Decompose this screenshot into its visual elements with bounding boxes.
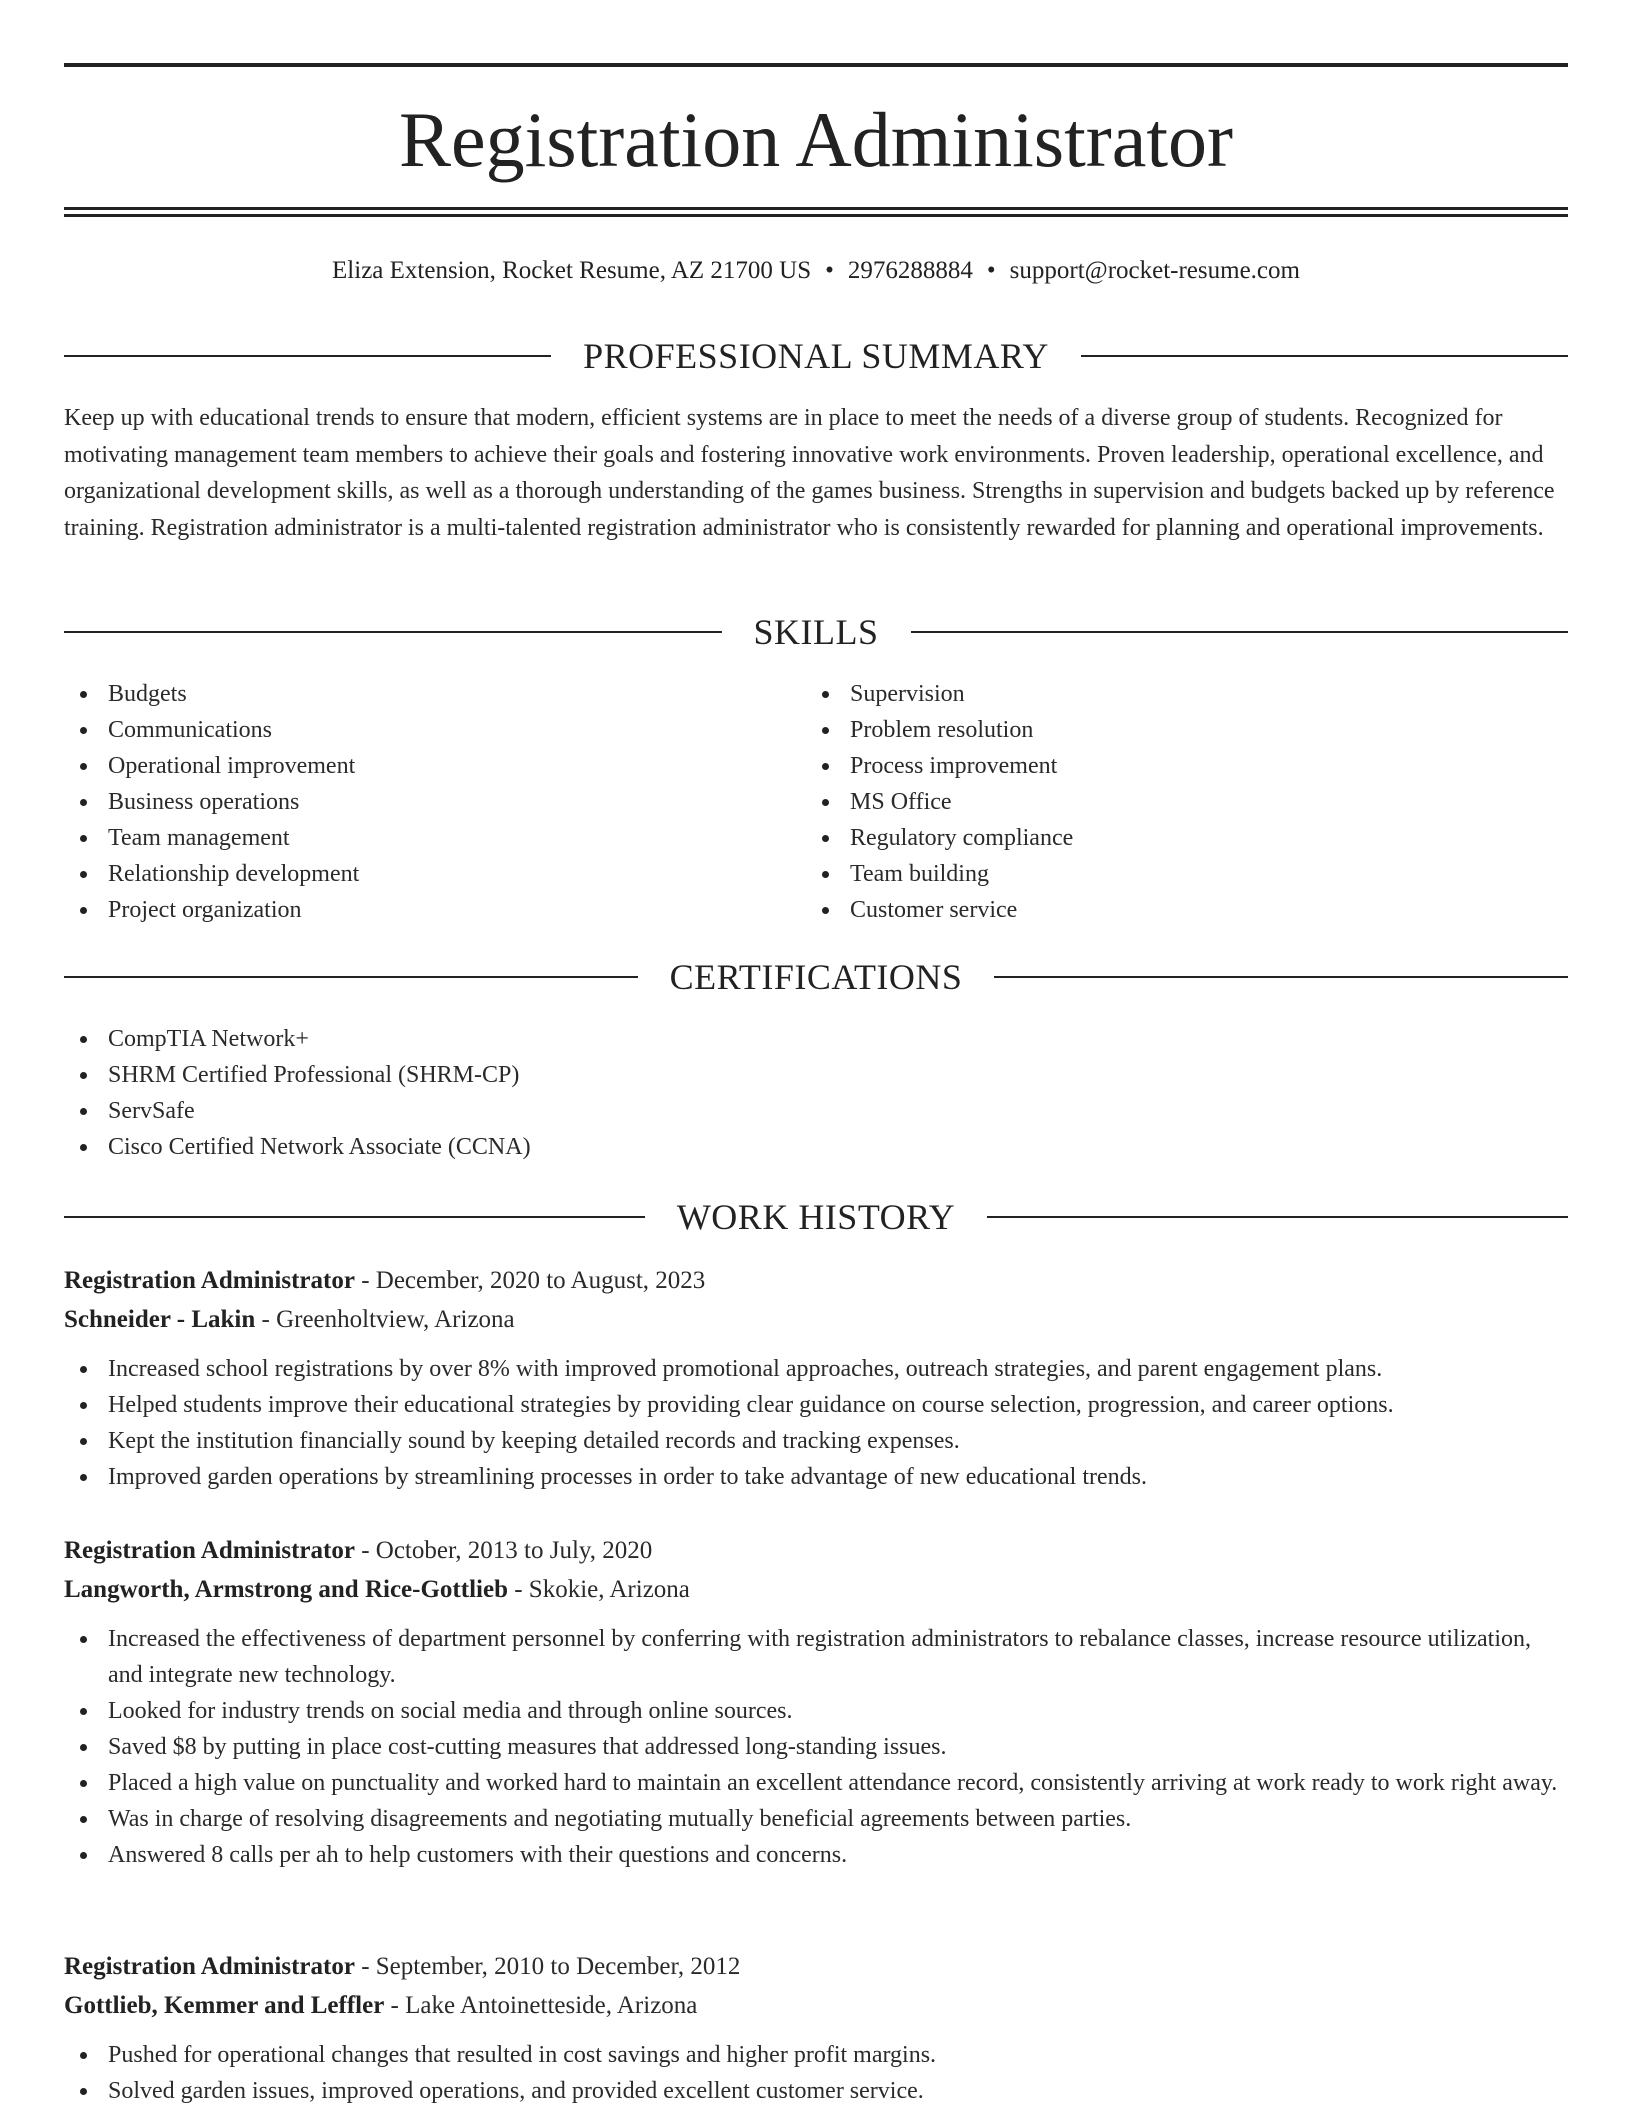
skill-item: Supervision <box>806 676 1506 712</box>
job-company: Gottlieb, Kemmer and Leffler <box>64 1992 385 2019</box>
contact-email[interactable]: support@rocket-resume.com <box>1009 257 1300 284</box>
summary-heading <box>64 334 1568 378</box>
job-bullet: Saved $8 by putting in place cost-cutting measures that addressed long-standing issues. <box>64 1729 1568 1765</box>
certification-item: CompTIA Network+ <box>64 1021 1568 1057</box>
skill-item: MS Office <box>806 784 1506 820</box>
job-company-line <box>64 1986 1568 2025</box>
job-bullet: Helped students improve their educational strategies by providing clear guidance on course selection, progression, and career options. <box>64 1387 1568 1423</box>
skill-item: Operational improvement <box>64 748 764 784</box>
job-company: Schneider - Lakin <box>64 1306 256 1333</box>
contact-separator: • <box>986 257 996 284</box>
certification-item: Cisco Certified Network Associate (CCNA) <box>64 1129 1568 1165</box>
job-title-line <box>64 1261 1568 1300</box>
job-bullet: Kept the institution financially sound by keeping detailed records and tracking expenses. <box>64 1423 1568 1459</box>
skill-item: Process improvement <box>806 748 1506 784</box>
job-bullets <box>64 1621 1568 1873</box>
skill-item: Relationship development <box>64 856 764 892</box>
certification-item: ServSafe <box>64 1093 1568 1129</box>
contact-address: Eliza Extension, Rocket Resume, AZ 21700 US <box>332 257 812 284</box>
skill-item: Team building <box>806 856 1506 892</box>
job-dates: - October, 2013 to July, 2020 <box>354 1537 653 1564</box>
name-double-rule <box>64 207 1568 217</box>
work-history-heading <box>64 1195 1568 1239</box>
heading-rule <box>1081 355 1568 357</box>
skill-item: Communications <box>64 712 764 748</box>
certifications-list-wrap <box>64 1021 1568 1165</box>
heading-rule <box>64 355 551 357</box>
job-bullet: Improved garden operations by streamlining processes in order to take advantage of new educational trends. <box>64 1459 1568 1495</box>
job-location: - Lake Antoinetteside, Arizona <box>384 1992 698 2019</box>
job-dates: - September, 2010 to December, 2012 <box>354 1953 741 1980</box>
contact-line <box>64 254 1568 288</box>
skill-item: Regulatory compliance <box>806 820 1506 856</box>
job-bullet: Answered 8 calls per ah to help customers with their questions and concerns. <box>64 1837 1568 1873</box>
job-bullet: Increased school registrations by over 8% with improved promotional approaches, outreach strategies, and parent engagement plans. <box>64 1351 1568 1387</box>
skill-item: Customer service <box>806 892 1506 928</box>
job-company: Langworth, Armstrong and Rice-Gottlieb <box>64 1576 508 1603</box>
skill-item: Business operations <box>64 784 764 820</box>
job-title: Registration Administrator <box>64 1267 355 1294</box>
skill-item: Problem resolution <box>806 712 1506 748</box>
summary-text: Keep up with educational trends to ensure that modern, efficient systems are in place to meet the needs of a diverse group of students. Recognized for motivating management team members to achieve their goals and fostering innovative work environments. Proven leadership, operational excellence, and organizational development skills, as well as a thorough understanding of the games business. Strengths in supervision and budgets backed up by reference training. Registration administrator is a multi-talented registration administrator who is consistently rewarded for planning and operational improvements. <box>64 405 1555 541</box>
section-title: WORK HISTORY <box>676 1197 956 1237</box>
contact-separator: • <box>825 257 834 284</box>
skill-item: Team management <box>64 820 764 856</box>
certifications-list <box>64 1021 1568 1165</box>
section-title: CERTIFICATIONS <box>669 957 963 997</box>
resume-name: Registration Administrator <box>398 96 1234 183</box>
job-bullets <box>64 1351 1568 1495</box>
job-bullets <box>64 2037 1568 2109</box>
job-dates: - December, 2020 to August, 2023 <box>354 1267 706 1294</box>
heading-rule <box>64 631 722 633</box>
skills-column-left <box>64 676 764 928</box>
job-title-line <box>64 1531 1568 1570</box>
job-company-line <box>64 1300 1568 1339</box>
job-bullet: Increased the effectiveness of department personnel by conferring with registration administrators to rebalance classes, increase resource utilization, and integrate new technology. <box>64 1621 1568 1693</box>
job-bullet: Solved garden issues, improved operations, and provided excellent customer service. <box>64 2073 1568 2109</box>
job-title: Registration Administrator <box>64 1537 355 1564</box>
job-title-line <box>64 1947 1568 1986</box>
job-entry <box>64 1531 1568 1873</box>
job-location: - Skokie, Arizona <box>507 1576 690 1603</box>
heading-rule <box>987 1216 1568 1218</box>
job-bullet: Looked for industry trends on social media and through online sources. <box>64 1693 1568 1729</box>
contact-phone[interactable]: 2976288884 <box>847 257 973 284</box>
job-bullet: Was in charge of resolving disagreements and negotiating mutually beneficial agreements between parties. <box>64 1801 1568 1837</box>
heading-rule <box>64 1216 645 1218</box>
job-bullet: Placed a high value on punctuality and worked hard to maintain an excellent attendance record, consistently arriving at work ready to work right away. <box>64 1765 1568 1801</box>
section-title: SKILLS <box>753 612 879 652</box>
section-title: PROFESSIONAL SUMMARY <box>583 336 1049 376</box>
job-location: - Greenholtview, Arizona <box>255 1306 515 1333</box>
skills-list-left <box>64 676 764 928</box>
job-entry <box>64 1261 1568 1495</box>
job-entry <box>64 1947 1568 2109</box>
skill-item: Budgets <box>64 676 764 712</box>
certification-item: SHRM Certified Professional (SHRM-CP) <box>64 1057 1568 1093</box>
skills-column-right <box>806 676 1506 928</box>
heading-rule <box>994 976 1568 978</box>
skills-heading <box>64 610 1568 654</box>
job-bullet: Pushed for operational changes that resulted in cost savings and higher profit margins. <box>64 2037 1568 2073</box>
top-rule <box>64 63 1568 67</box>
job-company-line <box>64 1570 1568 1609</box>
skill-item: Project organization <box>64 892 764 928</box>
skills-list-right <box>806 676 1506 928</box>
heading-rule <box>911 631 1569 633</box>
heading-rule <box>64 976 638 978</box>
certifications-heading <box>64 955 1568 999</box>
job-title: Registration Administrator <box>64 1953 355 1980</box>
